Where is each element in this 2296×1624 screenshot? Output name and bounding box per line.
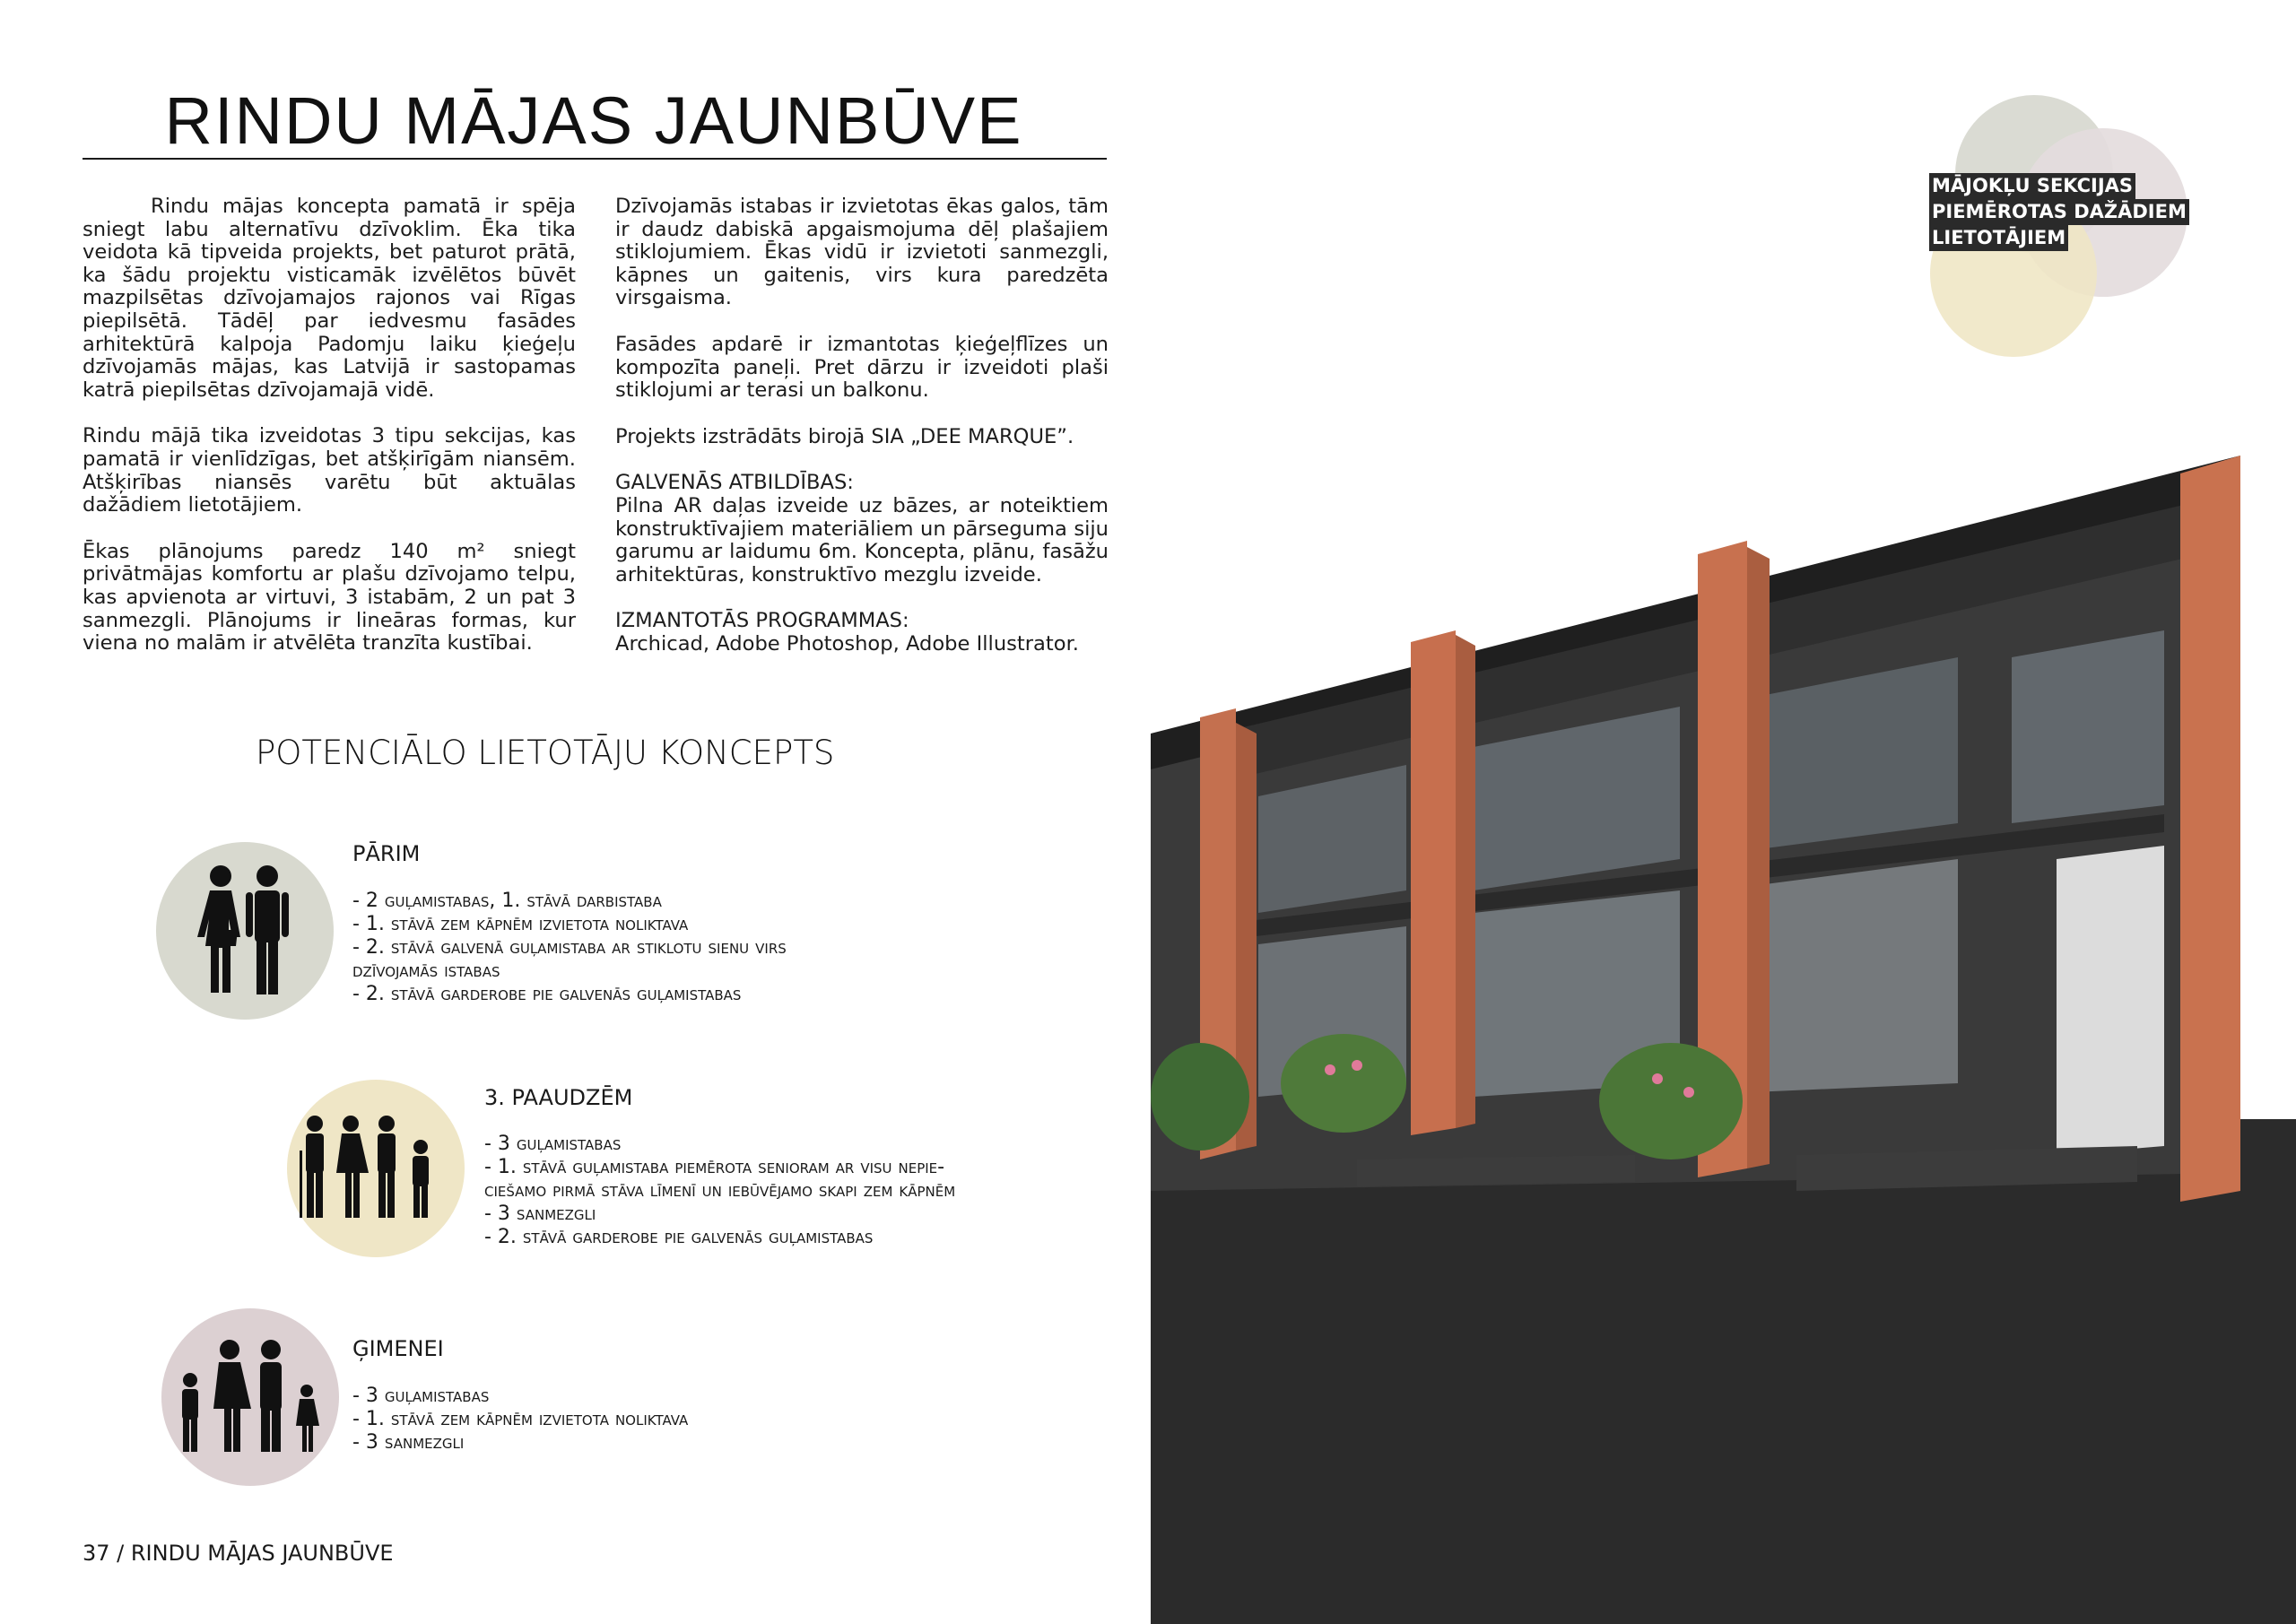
intro-paragraph-2: Rindu mājā tika izveidotas 3 tipu sekcijas, kas pamatā ir vienlīdzīgas, bet atšķirīgām niansēm. Atšķirības niansēs varētu būt aktuālas dažādiem lietotājiem. [83,424,576,517]
list-item: - 3 guļamistabas [484,1133,622,1155]
page-footer: 37 / RINDU MĀJAS JAUNBŪVE [83,1541,394,1566]
persona-title-family: ĢIMENEI [352,1336,444,1361]
list-item: ciešamo pirmā stāva līmenī un iebūvējamo skapi zem kāpnēm [484,1179,956,1202]
rooms-paragraph: Dzīvojamās istabas ir izvietotas ēkas galos, tām ir daudz dabiskā apgaismojuma dēļ plašajiem stiklojumiem. Ēkas vidū ir izvietoti sanmezgli, kāpnes un gaitenis, virs kura paredzēta virsgaisma. [615,195,1109,310]
shrub-1 [1151,1043,1249,1151]
brick-column-2 [1411,630,1456,1135]
list-item: - 2. stāvā garderobe pie galvenās guļamistabas [352,983,742,1005]
persona-generations-circle [287,1080,465,1257]
list-item: - 2 guļamistabas, 1. stāvā darbistaba [352,890,662,912]
interior-glass [2057,846,2164,1155]
persona-list-couple [352,890,787,1006]
office-paragraph: Projekts izstrādāts birojā SIA „DEE MARQUE”. [615,424,1074,448]
shrub-2 [1281,1034,1406,1133]
list-item: - 3 guļamistabas [352,1385,490,1407]
window-upper-4 [2012,630,2164,823]
intro-paragraph-1: Rindu mājas koncepta pamatā ir spēja sniegt labu alternatīvu dzīvoklim. Ēka tika veidota kā tipveida projekts, bet paturot prātā, ka šādu projektu visticamāk izvēlētos būvēt mazpilsētas dzīvojamajos rajonos vai Rīgas piepilsētā. Tādēļ par iedvesmu fasādes arhitektūrā kalpoja Padomju laiku ķieģeļu dzīvojamās mājas, kas Latvijā ir sastopamas katrā piepilsētas dzīvojamajā vidē. [83,195,576,402]
responsibilities-heading: GALVENĀS ATBILDĪBAS: [615,471,854,495]
window-lower-3 [1752,859,1958,1092]
list-item: - 2. stāvā galvenā guļamistaba ar stiklotu sienu virs [352,936,787,959]
venn-label-line: MĀJOKĻU SEKCIJAS [1929,173,2135,199]
shrub-3 [1599,1043,1743,1159]
list-item: - 1. stāvā zem kāpnēm izvietota noliktava [352,913,689,935]
persona-list-family [352,1385,688,1455]
brick-column-4 [2180,456,2240,1202]
ground-asphalt [1151,1119,2296,1624]
list-item: - 2. stāvā garderobe pie galvenās guļamistabas [484,1226,874,1248]
intro-text-right [615,195,1109,680]
persona-family-circle [161,1308,339,1486]
facade-paragraph: Fasādes apdarē ir izmantotas ķieģeļflīzes un kompozīta paneļi. Pret dārzu ir izveidoti plaši stiklojumi ar terasi un balkonu. [615,332,1109,403]
list-item: - 1. stāvā guļamistaba piemērota senioram ar visu nepie- [484,1156,945,1178]
three-generations-icon [295,1115,457,1222]
building-rendering [1151,438,2296,1624]
responsibilities-text: Pilna AR daļas izveide uz bāzes, ar noteiktiem konstruktīvajiem materiāliem un pārseguma siju garumu ar laidumu 6m. Koncepta, plānu, fasāžu arhitektūras, konstruktīvo mezglu izveide. [615,493,1109,586]
persona-title-generations: 3. PAAUDZĒM [484,1085,633,1110]
programs-heading: IZMANTOTĀS PROGRAMMAS: [615,609,909,633]
intro-text-left [83,195,576,679]
persona-title-couple: PĀRIM [352,841,421,866]
persona-couple-circle [156,842,334,1020]
section-heading: POTENCIĀLO LIETOTĀJU KONCEPTS [256,734,835,772]
venn-label-line: LIETOTĀJIEM [1929,225,2068,251]
terrace-step-1 [1357,1155,1635,1186]
list-item: - 1. stāvā zem kāpnēm izvietota noliktava [352,1408,689,1430]
title-underline [83,158,1107,160]
page-title: RINDU MĀJAS JAUNBŪVE [164,83,1023,158]
list-item: dzīvojamās istabas [352,960,500,982]
intro-paragraph-3: Ēkas plānojums paredz 140 m² sniegt privātmājas komfortu ar plašu dzīvojamo telpu, kas apvienota ar virtuvi, 3 istabām, 2 un pat 3 sanmezgli. Plānojums ir lineāras formas, kur viena no malām ir atvēlēta tranzīta kustībai. [83,539,576,656]
venn-label [1929,173,2189,251]
programs-text: Archicad, Adobe Photoshop, Adobe Illustrator. [615,631,1079,656]
venn-label-line: PIEMĒROTAS DAŽĀDIEM [1929,199,2189,225]
couple-icon [187,864,303,998]
list-item: - 3 sanmezgli [484,1203,596,1225]
persona-list-generations [484,1133,955,1249]
family-icon [174,1339,326,1455]
list-item: - 3 sanmezgli [352,1431,465,1454]
